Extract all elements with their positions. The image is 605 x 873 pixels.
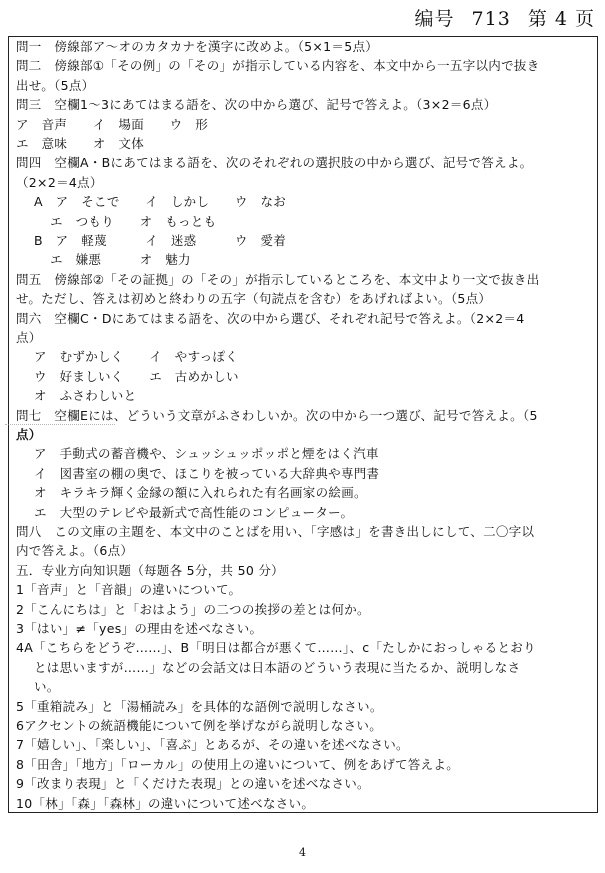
q6-options-3: オ ふさわしいと [34, 388, 137, 403]
q6-options-2: ウ 好ましいく エ 古めかしい [34, 369, 239, 384]
q5-line-cont: せ。ただし、答えは初めと終わりの五字（句読点を含む）をあげればよい。（5点） [16, 291, 492, 306]
section-five-q5: 5「重箱読み」と「湯桶読み」を具体的な語例で説明しなさい。 [16, 699, 383, 714]
q1-line: 問一 傍線部ア～オのカタカナを漢字に改めよ。（5×1＝5点） [16, 39, 379, 54]
section-five-q8: 8「田舎」「地方」「ローカル」の使用上の違いについて、例をあげて答えよ。 [16, 757, 460, 772]
q4-b-options-2: エ 嫌悪 オ 魅力 [50, 252, 191, 267]
q7-option-a: ア 手動式の蓄音機や、シュッシュッポッポと煙をはく汽車 [34, 446, 379, 461]
q7-line-cont: 点） [16, 427, 42, 442]
q4-b-options-1: B ア 軽蔑 イ 迷惑 ウ 愛着 [34, 233, 287, 248]
section-five-q4-cont2: い。 [34, 679, 60, 694]
q7-option-i: イ 図書室の棚の奥で、ほこりを被っている大辞典や専門書 [34, 466, 380, 481]
q3-line: 問三 空欄1～3にあてはまる語を、次の中から選び、記号で答えよ。（3×2＝6点） [16, 97, 497, 112]
q4-a-options-2: エ つもり オ もっとも [50, 214, 217, 229]
q4-line: 問四 空欄A・Bにあてはまる語を、次のそれぞれの選択肢の中から選び、記号で答えよ。 [16, 155, 533, 170]
section-five-q2: 2「こんにちは」と「おはよう」の二つの挨拶の差とは何か。 [16, 602, 370, 617]
page-number: 4 [299, 846, 306, 859]
q6-options-1: ア むずかしく イ やすっぽく [34, 349, 239, 364]
page-header [404, 4, 595, 31]
section-five-q6: 6アクセントの統語機能について例を挙げながら説明しなさい。 [16, 718, 383, 733]
q2-line-cont: 出せ。（5点） [16, 78, 95, 93]
section-five-q4: 4A「こちらをどうぞ……」、B「明日は都合が悪くて……」、c「たしかにおっしゃるとおり [16, 640, 536, 655]
q7-line: 問七 空欄Eには、どういう文章がふさわしいか。次の中から一つ選び、記号で答えよ。（5 [16, 408, 538, 423]
section-five-q1: 1「音声」と「音韻」の違いについて。 [16, 582, 242, 597]
q6-line-cont: 点） [16, 330, 42, 345]
section-five-q10: 10「林」「森」「森林」の違いについて述べなさい。 [16, 796, 315, 811]
header-page: 第 4 页 [527, 8, 595, 30]
section-five-q3: 3「はい」≠「yes」の理由を述べなさい。 [16, 621, 263, 636]
q3-options-2: エ 意味 オ 文体 [16, 136, 145, 151]
q5-line: 問五 傍線部②「その証拠」の「その」が指示しているところを、本文中より一文で抜き出 [16, 272, 540, 287]
section-five-title: 五．专业方向知识题（每题各 5分，共 50 分） [16, 563, 284, 578]
section-five-q9: 9「改まり表現」と「くだけた表現」との違いを述べなさい。 [16, 776, 370, 791]
header-label: 编号 [414, 8, 455, 30]
q4-line-cont: （2×2＝4点） [16, 175, 103, 190]
q6-line: 問六 空欄C・Dにあてはまる語を、次の中から選び、それぞれ記号で答えよ。（2×2＝4 [16, 311, 525, 326]
section-five-q7: 7「嬉しい」、「楽しい」、「喜ぶ」とあるが、その違いを述べなさい。 [16, 737, 409, 752]
q8-line-cont: 内で答えよ。（6点） [16, 543, 134, 558]
q2-line: 問二 傍線部①「その例」の「その」が指示している内容を、本文中から一五字以内で抜き [16, 58, 540, 73]
q7-option-e: エ 大型のテレビや最新式で高性能のコンピューター。 [34, 505, 354, 520]
section-five-q4-cont: とは思いますが……」などの会話文は日本語のどういう表現に当たるか、説明しなさ [34, 660, 521, 675]
header-code: 713 [471, 8, 511, 30]
q7-option-o: オ キラキラ輝く金縁の額に入れられた有名画家の絵画。 [34, 485, 367, 500]
q3-options-1: ア 音声 イ 場面 ウ 形 [16, 117, 209, 132]
q4-a-options-1: A ア そこで イ しかし ウ なお [34, 194, 287, 209]
q8-line: 問八 この文庫の主題を、本文中のことばを用い、「字感は」を書き出しにして、二〇字以 [16, 524, 535, 539]
